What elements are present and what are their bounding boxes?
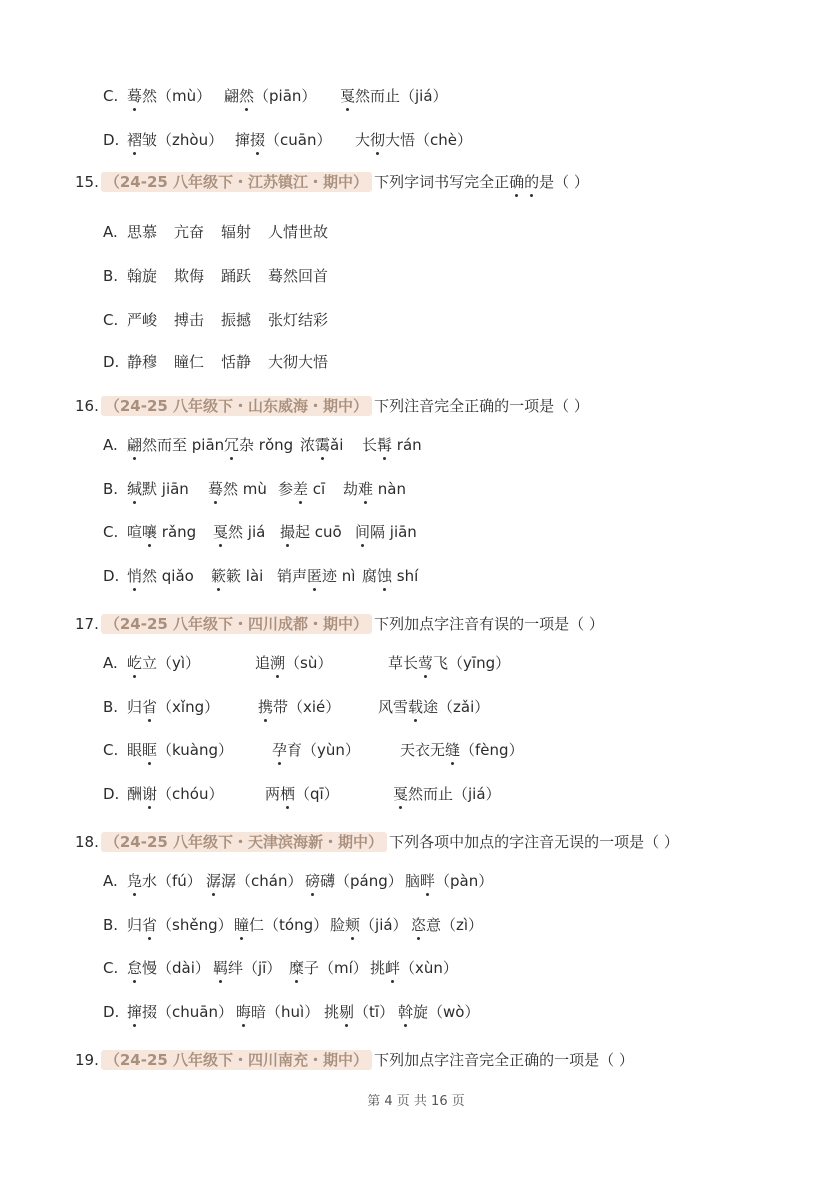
question-number: 15. bbox=[75, 173, 99, 191]
text-run: 眼 bbox=[127, 741, 143, 759]
emphasis-dot-char: 磅 bbox=[305, 872, 321, 890]
text-run: shí bbox=[392, 567, 419, 585]
emphasis-dot-char: 晦 bbox=[236, 1003, 252, 1021]
source-tag: （24-25 八年级下・山东威海・期中） bbox=[101, 396, 372, 416]
emphasis-dot-char: 缄 bbox=[127, 480, 143, 498]
text-run: 挑 bbox=[324, 1003, 340, 1021]
option-label: A. bbox=[103, 436, 118, 454]
option-item bbox=[127, 130, 223, 150]
text-run: 长 bbox=[362, 436, 378, 454]
option-label: D. bbox=[103, 131, 120, 149]
option-item bbox=[400, 740, 524, 760]
text-run: 立（yì） bbox=[142, 654, 201, 672]
text-run: （pàn） bbox=[435, 872, 494, 890]
text-run: （tī） bbox=[354, 1003, 395, 1021]
option-item bbox=[127, 697, 219, 717]
emphasis-dot-char: 省 bbox=[142, 916, 158, 934]
question-18 bbox=[75, 832, 679, 852]
emphasis-dot-char: 簌 bbox=[211, 567, 227, 585]
option-item bbox=[127, 915, 233, 935]
text-run: 潺（chán） bbox=[221, 872, 303, 890]
text-run: 途（zǎi） bbox=[423, 698, 490, 716]
text-run: 然而止（jiá） bbox=[355, 87, 448, 105]
option-label: D. bbox=[103, 1003, 120, 1021]
option-item bbox=[268, 352, 328, 372]
emphasis-dot-char: 谢 bbox=[142, 785, 158, 803]
option-item bbox=[127, 222, 157, 242]
option-label: A. bbox=[103, 654, 118, 672]
emphasis-dot-char: 掇 bbox=[250, 131, 266, 149]
question-stem bbox=[389, 833, 679, 851]
text-run: 追 bbox=[255, 654, 271, 672]
text-run: 迹 nì bbox=[322, 567, 356, 585]
emphasis-dot-char: 溯 bbox=[270, 654, 286, 672]
text-run: 踊跃 bbox=[221, 267, 252, 285]
option-item bbox=[127, 266, 157, 286]
text-run: nàn bbox=[373, 480, 407, 498]
question-number: 18. bbox=[75, 833, 99, 851]
text-run: 然 qiǎo bbox=[142, 567, 194, 585]
text-run: 隔 jiān bbox=[370, 523, 417, 541]
option-label: C. bbox=[103, 741, 119, 759]
text-run: （kuàng） bbox=[157, 741, 233, 759]
option-item bbox=[127, 479, 189, 499]
text-run: 天衣无 bbox=[400, 741, 446, 759]
option-item bbox=[289, 958, 368, 978]
text-run: 簌 lài bbox=[226, 567, 264, 585]
option-item bbox=[362, 435, 422, 455]
text-run: 撺 bbox=[235, 131, 251, 149]
text-run: 旋（wò） bbox=[413, 1003, 480, 1021]
emphasis-dot-char: 怠 bbox=[127, 959, 143, 977]
text-run: 大彻大悟 bbox=[268, 353, 329, 371]
text-run: （xùn） bbox=[400, 959, 458, 977]
text-run: 劫 bbox=[343, 480, 359, 498]
text-run: 恬静 bbox=[221, 353, 252, 371]
text-run: （piān） bbox=[254, 87, 317, 105]
text-run: 脑 bbox=[405, 872, 421, 890]
text-run: 振撼 bbox=[221, 311, 252, 329]
option-item bbox=[362, 566, 418, 586]
option-item bbox=[411, 915, 483, 935]
question-stem bbox=[374, 615, 604, 633]
question-number: 19. bbox=[75, 1051, 99, 1069]
text-run: 亢奋 bbox=[174, 223, 205, 241]
option-item bbox=[235, 130, 331, 150]
text-run: 欺侮 bbox=[174, 267, 205, 285]
emphasis-dot-char: 蓦 bbox=[208, 480, 224, 498]
text-run: 然而止（jiá） bbox=[408, 785, 501, 803]
text-run: 下列字词书写完全正 bbox=[374, 173, 510, 191]
text-run: 是（ ） bbox=[539, 173, 589, 191]
emphasis-dot-char: 瞳 bbox=[234, 916, 250, 934]
option-label: D. bbox=[103, 567, 120, 585]
option-item bbox=[174, 222, 204, 242]
option-item bbox=[258, 697, 340, 717]
option-item bbox=[234, 915, 328, 935]
text-run: 杂 rǒng bbox=[239, 436, 294, 454]
text-run: 然 mù bbox=[223, 480, 267, 498]
text-run: 慢（dài） bbox=[142, 959, 210, 977]
emphasis-dot-char: 霭 bbox=[315, 436, 331, 454]
text-run: 掇（chuān） bbox=[142, 1003, 233, 1021]
text-run: 归 bbox=[127, 916, 143, 934]
option-item bbox=[268, 222, 328, 242]
option-label: B. bbox=[103, 267, 119, 285]
text-run: 辐射 bbox=[221, 223, 252, 241]
option-item bbox=[224, 86, 316, 106]
text-run: （shěng） bbox=[157, 916, 233, 934]
text-run: 起 cuō bbox=[295, 523, 342, 541]
source-tag: （24-25 八年级下・天津滨海新・期中） bbox=[101, 832, 387, 852]
option-item bbox=[213, 958, 281, 978]
option-item bbox=[340, 86, 448, 106]
option-item bbox=[127, 435, 224, 455]
option-item bbox=[343, 479, 406, 499]
emphasis-dot-char: 冗 bbox=[224, 436, 240, 454]
text-run: rán bbox=[392, 436, 422, 454]
option-item bbox=[405, 871, 493, 891]
text-run: 带（xié） bbox=[273, 698, 341, 716]
option-item bbox=[272, 740, 360, 760]
text-run: （jiá） bbox=[360, 916, 408, 934]
text-run: 子（mí） bbox=[304, 959, 368, 977]
text-run: 严峻 bbox=[127, 311, 158, 329]
option-item bbox=[300, 435, 343, 455]
option-label: A. bbox=[103, 872, 118, 890]
option-item bbox=[236, 1002, 319, 1022]
source-tag: （24-25 八年级下・四川成都・期中） bbox=[101, 614, 372, 634]
option-item bbox=[127, 740, 233, 760]
option-item bbox=[174, 266, 204, 286]
option-item bbox=[221, 352, 251, 372]
text-run: （xǐng） bbox=[157, 698, 220, 716]
emphasis-dot-char: 莺 bbox=[418, 654, 434, 672]
emphasis-dot-char: 确 bbox=[509, 173, 525, 191]
text-run: 张灯结彩 bbox=[268, 311, 329, 329]
text-run: （fèng） bbox=[460, 741, 524, 759]
source-tag: （24-25 八年级下・四川南充・期中） bbox=[101, 1050, 372, 1070]
page-footer: 第 4 页 共 16 页 bbox=[367, 1094, 465, 1109]
emphasis-dot-char: 嚷 bbox=[142, 523, 158, 541]
emphasis-dot-char: 然 bbox=[239, 87, 255, 105]
option-item bbox=[224, 435, 293, 455]
emphasis-dot-char: 戛 bbox=[340, 87, 356, 105]
option-item bbox=[174, 310, 204, 330]
option-item bbox=[127, 522, 196, 542]
text-run: 瞳仁 bbox=[174, 353, 205, 371]
question-stem bbox=[374, 173, 589, 191]
text-run: 育（yùn） bbox=[287, 741, 360, 759]
option-item bbox=[278, 479, 325, 499]
emphasis-dot-char: 髯 bbox=[377, 436, 393, 454]
emphasis-dot-char: 剔 bbox=[339, 1003, 355, 1021]
text-run: （qī） bbox=[295, 785, 339, 803]
question-stem bbox=[374, 1051, 634, 1069]
emphasis-dot-char: 颊 bbox=[345, 916, 361, 934]
text-run: 搏击 bbox=[174, 311, 205, 329]
emphasis-dot-char: 斡 bbox=[398, 1003, 414, 1021]
emphasis-dot-char: 衅 bbox=[385, 959, 401, 977]
text-run: 腐 bbox=[362, 567, 378, 585]
emphasis-dot-char: 屹 bbox=[127, 654, 143, 672]
text-run: 静穆 bbox=[127, 353, 158, 371]
emphasis-dot-char: 载 bbox=[408, 698, 424, 716]
text-run: 大 bbox=[355, 131, 371, 149]
option-item bbox=[398, 1002, 479, 1022]
text-run: 礴（páng） bbox=[320, 872, 403, 890]
question-17 bbox=[75, 614, 604, 634]
emphasis-dot-char: 栖 bbox=[280, 785, 296, 803]
question-stem bbox=[374, 397, 589, 415]
text-run: 下列加点字注音有误的一项是（ ） bbox=[374, 615, 604, 633]
option-item bbox=[355, 130, 472, 150]
text-run: 下列各项中加点的字注音无误的一项是（ ） bbox=[389, 833, 679, 851]
text-run: 挑 bbox=[370, 959, 386, 977]
text-run: ǎi bbox=[330, 436, 344, 454]
option-label: B. bbox=[103, 916, 119, 934]
option-item bbox=[255, 653, 332, 673]
text-run: 大悟（chè） bbox=[385, 131, 473, 149]
emphasis-dot-char: 蚀 bbox=[377, 567, 393, 585]
text-run: 人情世故 bbox=[268, 223, 329, 241]
emphasis-dot-char: 的 bbox=[524, 173, 540, 191]
emphasis-dot-char: 缝 bbox=[445, 741, 461, 759]
question-15 bbox=[75, 172, 589, 192]
option-item bbox=[277, 566, 355, 586]
emphasis-dot-char: 糜 bbox=[289, 959, 305, 977]
text-run: rǎng bbox=[157, 523, 197, 541]
option-item bbox=[265, 784, 339, 804]
option-item bbox=[127, 784, 223, 804]
text-run: 下列注音完全正确的一项是（ ） bbox=[374, 397, 589, 415]
text-run: 仁（tóng） bbox=[249, 916, 329, 934]
option-item bbox=[393, 784, 501, 804]
text-run: 脸 bbox=[330, 916, 346, 934]
text-run: 翰旋 bbox=[127, 267, 158, 285]
option-item bbox=[127, 1002, 233, 1022]
text-run: 下列加点字注音完全正确的一项是（ ） bbox=[374, 1051, 634, 1069]
option-item bbox=[127, 352, 157, 372]
option-item bbox=[211, 566, 263, 586]
text-run: 思慕 bbox=[127, 223, 158, 241]
text-run: 蓦然回首 bbox=[268, 267, 329, 285]
text-run: 皱（zhòu） bbox=[142, 131, 224, 149]
text-run: 风雪 bbox=[378, 698, 409, 716]
text-run: 飞（yīng） bbox=[433, 654, 511, 672]
text-run: cī bbox=[308, 480, 326, 498]
option-item bbox=[213, 522, 265, 542]
option-item bbox=[127, 871, 202, 891]
text-run: 绊（jī） bbox=[228, 959, 282, 977]
text-run: 酬 bbox=[127, 785, 143, 803]
emphasis-dot-char: 羁 bbox=[213, 959, 229, 977]
option-item bbox=[221, 222, 251, 242]
emphasis-dot-char: 恣 bbox=[411, 916, 427, 934]
option-item bbox=[221, 266, 251, 286]
question-19 bbox=[75, 1050, 634, 1070]
option-label: C. bbox=[103, 87, 119, 105]
option-item bbox=[127, 653, 200, 673]
emphasis-dot-char: 眶 bbox=[142, 741, 158, 759]
text-run: 然而至 piān bbox=[142, 436, 225, 454]
text-run: （cuān） bbox=[265, 131, 332, 149]
emphasis-dot-char: 戛 bbox=[213, 523, 229, 541]
emphasis-dot-char: 省 bbox=[142, 698, 158, 716]
emphasis-dot-char: 撺 bbox=[127, 1003, 143, 1021]
option-label: C. bbox=[103, 523, 119, 541]
text-run: （sù） bbox=[285, 654, 333, 672]
emphasis-dot-char: 彻 bbox=[370, 131, 386, 149]
text-run: 两 bbox=[265, 785, 281, 803]
option-item bbox=[127, 310, 157, 330]
option-item bbox=[324, 1002, 394, 1022]
option-item bbox=[208, 479, 267, 499]
text-run: 翩 bbox=[224, 87, 240, 105]
emphasis-dot-char: 携 bbox=[258, 698, 274, 716]
option-item bbox=[370, 958, 458, 978]
text-run: 草长 bbox=[388, 654, 419, 672]
option-item bbox=[268, 266, 328, 286]
emphasis-dot-char: 撮 bbox=[280, 523, 296, 541]
emphasis-dot-char: 翩 bbox=[127, 436, 143, 454]
text-run: 意（zì） bbox=[426, 916, 484, 934]
option-label: A. bbox=[103, 223, 118, 241]
text-run: 默 jiān bbox=[142, 480, 189, 498]
emphasis-dot-char: 褶 bbox=[127, 131, 143, 149]
option-label: C. bbox=[103, 959, 119, 977]
text-run: 浓 bbox=[300, 436, 316, 454]
text-run: 暗（huì） bbox=[251, 1003, 320, 1021]
option-label: C. bbox=[103, 311, 119, 329]
option-item bbox=[221, 310, 251, 330]
source-tag: （24-25 八年级下・江苏镇江・期中） bbox=[101, 172, 372, 192]
emphasis-dot-char: 差 bbox=[293, 480, 309, 498]
question-number: 16. bbox=[75, 397, 99, 415]
emphasis-dot-char: 孕 bbox=[272, 741, 288, 759]
emphasis-dot-char: 难 bbox=[358, 480, 374, 498]
option-item bbox=[174, 352, 204, 372]
emphasis-dot-char: 畔 bbox=[420, 872, 436, 890]
option-item bbox=[378, 697, 489, 717]
option-label: B. bbox=[103, 480, 119, 498]
emphasis-dot-char: 匿 bbox=[307, 567, 323, 585]
emphasis-dot-char: 间 bbox=[355, 523, 371, 541]
option-item bbox=[127, 958, 210, 978]
question-16 bbox=[75, 396, 589, 416]
option-label: D. bbox=[103, 353, 120, 371]
text-run: 参 bbox=[278, 480, 294, 498]
option-label: B. bbox=[103, 698, 119, 716]
option-label: D. bbox=[103, 785, 120, 803]
option-item bbox=[355, 522, 417, 542]
text-run: 归 bbox=[127, 698, 143, 716]
emphasis-dot-char: 戛 bbox=[393, 785, 409, 803]
text-run: 销声 bbox=[277, 567, 308, 585]
emphasis-dot-char: 凫 bbox=[127, 872, 143, 890]
option-item bbox=[280, 522, 342, 542]
emphasis-dot-char: 悄 bbox=[127, 567, 143, 585]
option-item bbox=[388, 653, 510, 673]
option-item bbox=[127, 86, 211, 106]
option-item bbox=[206, 871, 302, 891]
text-run: 水（fú） bbox=[142, 872, 202, 890]
option-item bbox=[330, 915, 408, 935]
emphasis-dot-char: 蓦 bbox=[127, 87, 143, 105]
option-item bbox=[305, 871, 403, 891]
option-item bbox=[268, 310, 328, 330]
emphasis-dot-char: 潺 bbox=[206, 872, 222, 890]
option-item bbox=[127, 566, 194, 586]
text-run: 喧 bbox=[127, 523, 143, 541]
text-run: （chóu） bbox=[157, 785, 224, 803]
question-number: 17. bbox=[75, 615, 99, 633]
text-run: 然（mù） bbox=[142, 87, 212, 105]
text-run: 然 jiá bbox=[228, 523, 266, 541]
